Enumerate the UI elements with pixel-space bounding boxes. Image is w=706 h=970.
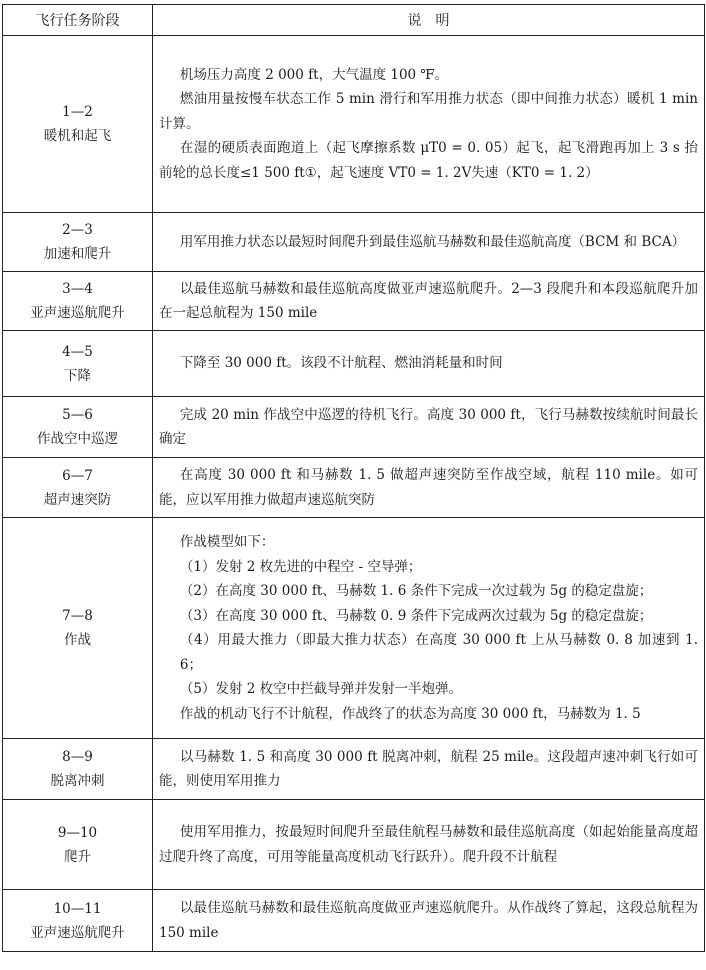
table-row [3,890,705,952]
table-row [3,800,705,890]
phase-name: 暖机和起飞 [43,128,112,144]
phase-number: 2—3 [62,222,93,238]
phase-number: 7—8 [62,608,93,624]
table-row [3,458,705,518]
description-paragraph: 下降至 30 000 ft。该段不计航程、燃油消耗量和时间 [179,355,503,372]
description-paragraph: 在湿的硬质表面跑道上（起飞摩擦系数 μT0 = 0. 05）起飞，起飞滑跑再加上 3 s 抬前轮的总长度≤1 500 ft①，起飞速度 VT0 = 1. 2V失速（KT0 = 1. 2） [159,140,698,181]
phase-cell [3,331,153,397]
description-cell [153,739,705,800]
phase-number: 5—6 [62,407,93,423]
table-row [3,272,705,331]
table-row [3,213,705,272]
table-row [3,331,705,397]
phase-cell [3,458,153,518]
phase-number: 10—11 [53,900,102,917]
description-paragraph: 以最佳巡航马赫数和最佳巡航高度做亚声速巡航爬升。2—3 段爬升和本段巡航爬升加在一起总航程为 150 mile [159,280,698,321]
phase-number: 8—9 [62,749,93,765]
description-paragraph: 作战模型如下： [179,534,275,550]
list-item: （3）在高度 30 000 ft、马赫数 0. 9 条件下完成两次过载为 5g 的稳定盘旋； [179,607,653,624]
description-cell [153,518,705,739]
description-cell [153,331,705,397]
table-row [3,397,705,458]
phase-number: 3—4 [62,281,93,297]
description-cell [153,213,705,272]
description-paragraph: 在高度 30 000 ft 和马赫数 1. 5 做超声速突防至作战空域，航程 110 mile。如可能，应以军用推力做超声速巡航突防 [159,467,698,508]
description-cell [153,890,705,952]
header-description: 说 明 [153,5,705,36]
phase-cell [3,272,153,331]
description-paragraph: 以马赫数 1. 5 和高度 30 000 ft 脱离冲刺，航程 25 mile。这段超声速冲刺飞行如可能，则使用军用推力 [159,748,698,789]
mission-profile-table [2,4,705,952]
phase-cell [3,800,153,890]
description-paragraph: 以最佳巡航马赫数和最佳巡航高度做亚声速巡航爬升。从作战终了算起，这段总航程为 150 mile [159,900,698,941]
phase-cell [3,213,153,272]
phase-cell [3,739,153,800]
phase-number: 6—7 [62,467,93,484]
table-row [3,36,705,213]
description-paragraph: 作战的机动飞行不计航程，作战终了的状态为高度 30 000 ft，马赫数为 1. 5 [179,705,641,722]
phase-name: 亚声速巡航爬升 [30,305,125,321]
phase-name: 爬升 [64,848,91,865]
list-item: （1）发射 2 枚先进的中程空 - 空导弹； [179,558,422,575]
table-row [3,518,705,739]
header-phase: 飞行任务阶段 [3,5,153,36]
phase-name: 下降 [64,367,91,384]
phase-name: 作战 [64,632,91,648]
description-cell [153,397,705,458]
description-paragraph: 用军用推力状态以最短时间爬升到最佳巡航马赫数和最佳巡航高度（BCM 和 BCA） [179,233,686,250]
phase-cell [3,36,153,213]
phase-cell [3,397,153,458]
phase-number: 1—2 [62,104,93,120]
list-item: （2）在高度 30 000 ft、马赫数 1. 6 条件下完成一次过载为 5g 的稳定盘旋； [179,583,653,599]
list-item: （4）用最大推力（即最大推力状态）在高度 30 000 ft 上从马赫数 0. 8 加速到 1. 6； [179,632,698,673]
phase-name: 加速和爬升 [43,246,112,262]
description-paragraph: 燃油用量按慢车状态工作 5 min 滑行和军用推力状态（即中间推力状态）暖机 1 min 计算。 [159,91,698,132]
description-cell [153,800,705,890]
phase-number: 4—5 [62,343,93,360]
phase-name: 超声速突防 [43,491,112,508]
table-row [3,739,705,800]
description-cell [153,458,705,518]
description-paragraph: 完成 20 min 作战空中巡逻的待机飞行。高度 30 000 ft，飞行马赫数按续航时间最长确定 [159,406,698,447]
phase-number: 9—10 [57,824,98,841]
description-paragraph: 机场压力高度 2 000 ft，大气温度 100 ℉。 [179,66,449,83]
phase-cell [3,518,153,739]
phase-cell [3,890,153,952]
description-cell [153,272,705,331]
phase-name: 脱离冲刺 [50,773,105,789]
list-item: （5）发射 2 枚空中拦截导弹并发射一半炮弹。 [179,681,463,697]
phase-name: 亚声速巡航爬升 [30,924,125,941]
table-header-row [3,5,705,36]
description-cell [153,36,705,213]
description-paragraph: 使用军用推力，按最短时间爬升至最佳航程马赫数和最佳巡航高度（如起始能量高度超过爬升终了高度，可用等能量高度机动飞行跃升）。爬升段不计航程 [159,824,698,865]
phase-name: 作战空中巡逻 [37,431,118,447]
